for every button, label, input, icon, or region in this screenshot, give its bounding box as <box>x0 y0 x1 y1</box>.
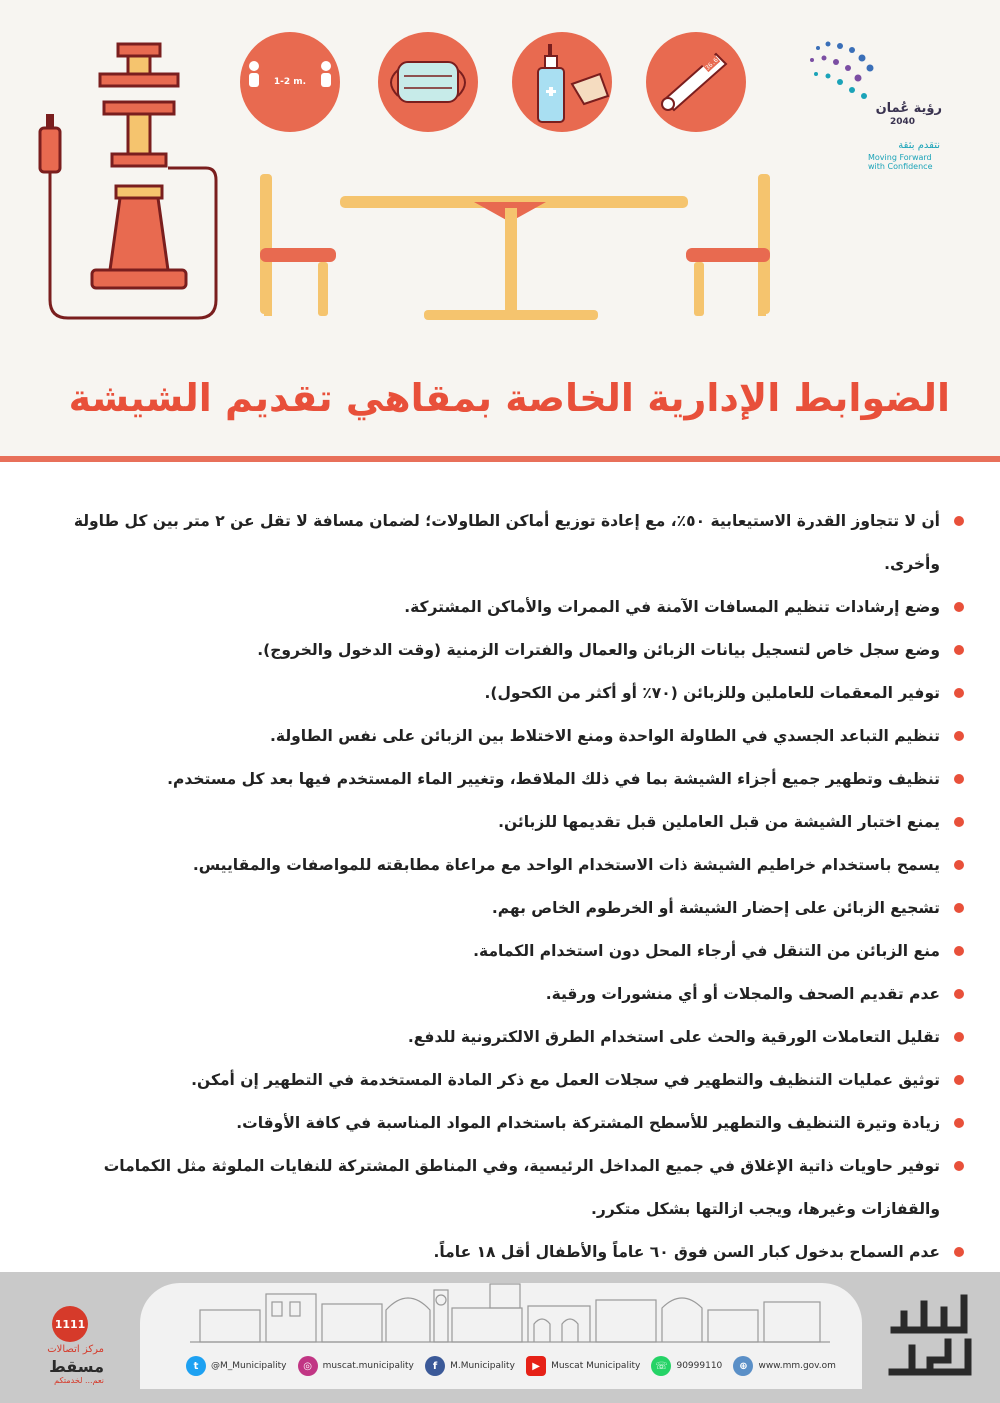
rule-text: تنظيم التباعد الجسدي في الطاولة الواحدة ومنع الاختلاط بين الزبائن على نفس الطاولة. <box>270 727 940 745</box>
hero-illustration <box>0 0 800 340</box>
list-item <box>40 1059 964 1102</box>
bullet-icon <box>954 516 964 526</box>
bullet-icon <box>954 602 964 612</box>
svg-text:1-2 m.: 1-2 m. <box>273 77 307 87</box>
social-label: www.mm.gov.om <box>758 1361 836 1371</box>
bullet-icon <box>954 1247 964 1257</box>
list-item <box>40 1102 964 1145</box>
rule-text: تنظيف وتطهير جميع أجزاء الشيشة بما في ذلك الملاقط، وتغيير الماء المستخدم فيها بعد كل مستخدم. <box>167 770 940 788</box>
list-item <box>40 672 964 715</box>
list-item <box>40 1145 964 1231</box>
rule-text: أن لا تتجاوز القدرة الاستيعابية ٥٠٪، مع إعادة توزيع أماكن الطاولات؛ لضمان مسافة لا تقل عن ٢ متر بين كل طاولة وأخرى. <box>73 512 940 573</box>
call-center-line2: مسقط <box>49 1357 104 1376</box>
globe-icon: ⊕ <box>733 1356 753 1376</box>
bullet-icon <box>954 903 964 913</box>
rule-text: وضع إرشادات تنظيم المسافات الآمنة في الممرات والأماكن المشتركة. <box>404 598 940 616</box>
social-facebook[interactable] <box>425 1356 515 1376</box>
bullet-icon <box>954 688 964 698</box>
distance-icon <box>240 32 340 132</box>
social-bar <box>186 1352 836 1380</box>
list-item <box>40 801 964 844</box>
vision-logo-name: رؤية عُمان <box>875 101 942 116</box>
list-item <box>40 844 964 887</box>
call-center-line1: مركز اتصالات <box>47 1344 104 1355</box>
social-website[interactable] <box>733 1356 836 1376</box>
list-item <box>40 1231 964 1274</box>
whatsapp-icon: ☏ <box>651 1356 671 1376</box>
list-item <box>40 1016 964 1059</box>
social-instagram[interactable] <box>298 1356 414 1376</box>
face-mask-icon <box>378 32 478 132</box>
social-label: @M_Municipality <box>211 1361 287 1371</box>
rule-text: زيادة وتيرة التنظيف والتطهير للأسطح المشتركة باستخدام المواد المناسبة في كافة الأوقات. <box>236 1114 940 1132</box>
rule-text: يمنع اختبار الشيشة من قبل العاملين قبل تقديمها للزبائن. <box>498 813 940 831</box>
bullet-icon <box>954 645 964 655</box>
page-title: الضوابط الإدارية الخاصة بمقاهي تقديم الشيشة <box>68 376 950 420</box>
twitter-icon: t <box>186 1356 206 1376</box>
vision-slogan-english: Moving Forward with Confidence <box>868 153 933 171</box>
call-center-line3: نعم... لخدمتكم <box>54 1376 104 1385</box>
rule-text: توثيق عمليات التنظيف والتطهير في سجلات العمل مع ذكر المادة المستخدمة في التطهير إن أمكن. <box>191 1071 940 1089</box>
social-youtube[interactable] <box>526 1356 640 1376</box>
instagram-icon: ◎ <box>298 1356 318 1376</box>
list-item <box>40 973 964 1016</box>
rules-list <box>40 500 964 1274</box>
muscat-municipality-logo-icon <box>884 1290 984 1380</box>
svg-text:36.6: 36.6 <box>704 56 720 72</box>
rule-text: تشجيع الزبائن على إحضار الشيشة أو الخرطوم الخاص بهم. <box>491 899 940 917</box>
list-item <box>40 715 964 758</box>
muscat-skyline-icon <box>190 1280 830 1346</box>
facebook-icon: f <box>425 1356 445 1376</box>
call-center-number: 1111 <box>52 1306 88 1342</box>
list-item <box>40 930 964 973</box>
sanitizer-icon <box>512 32 612 132</box>
list-item <box>40 629 964 672</box>
bullet-icon <box>954 860 964 870</box>
rule-text: عدم تقديم الصحف والمجلات أو أي منشورات ورقية. <box>545 985 940 1003</box>
social-label: M.Municipality <box>450 1361 515 1371</box>
list-item <box>40 758 964 801</box>
rule-text: يسمح باستخدام خراطيم الشيشة ذات الاستخدام الواحد مع مراعاة مطابقته للمواصفات والمقاييس. <box>192 856 940 874</box>
table-and-chairs-icon <box>260 174 770 320</box>
list-item <box>40 887 964 930</box>
hookah-icon <box>40 44 216 318</box>
bullet-icon <box>954 817 964 827</box>
bullet-icon <box>954 1161 964 1171</box>
thermometer-icon <box>646 32 746 132</box>
social-label: 90999110 <box>676 1361 723 1371</box>
bullet-icon <box>954 989 964 999</box>
bullet-icon <box>954 1118 964 1128</box>
youtube-icon: ▶ <box>526 1356 546 1376</box>
bullet-icon <box>954 774 964 784</box>
list-item <box>40 500 964 586</box>
oman-vision-logo-icon <box>800 38 960 108</box>
bullet-icon <box>954 1075 964 1085</box>
bullet-icon <box>954 1032 964 1042</box>
social-twitter[interactable] <box>186 1356 286 1376</box>
social-label: muscat.municipality <box>322 1361 414 1371</box>
rule-text: توفير حاويات ذاتية الإغلاق في جميع المداخل الرئيسية، وفي المناطق المشتركة للنفايات الملوثة مثل الكمامات والقفازات وغيرها، ويجب ازالتها بشكل متكرر. <box>103 1157 940 1218</box>
list-item <box>40 586 964 629</box>
bullet-icon <box>954 731 964 741</box>
rule-text: توفير المعقمات للعاملين وللزبائن (٧٠٪ أو أكثر من الكحول). <box>484 684 940 702</box>
bullet-icon <box>954 946 964 956</box>
rule-text: تقليل التعاملات الورقية والحث على استخدام الطرق الالكترونية للدفع. <box>407 1028 940 1046</box>
vision-slogan-arabic: نتقدم بثقة <box>898 140 940 151</box>
social-label: Muscat Municipality <box>551 1361 641 1371</box>
rule-text: وضع سجل خاص لتسجيل بيانات الزبائن والعمال والفترات الزمنية (وقت الدخول والخروج). <box>257 641 940 659</box>
rule-text: منع الزبائن من التنقل في أرجاء المحل دون استخدام الكمامة. <box>473 942 940 960</box>
header-divider <box>0 456 1000 462</box>
social-whatsapp[interactable] <box>651 1356 722 1376</box>
rule-text: عدم السماح بدخول كبار السن فوق ٦٠ عاماً والأطفال أقل ١٨ عاماً. <box>433 1243 940 1261</box>
vision-logo-year: 2040 <box>890 117 916 127</box>
